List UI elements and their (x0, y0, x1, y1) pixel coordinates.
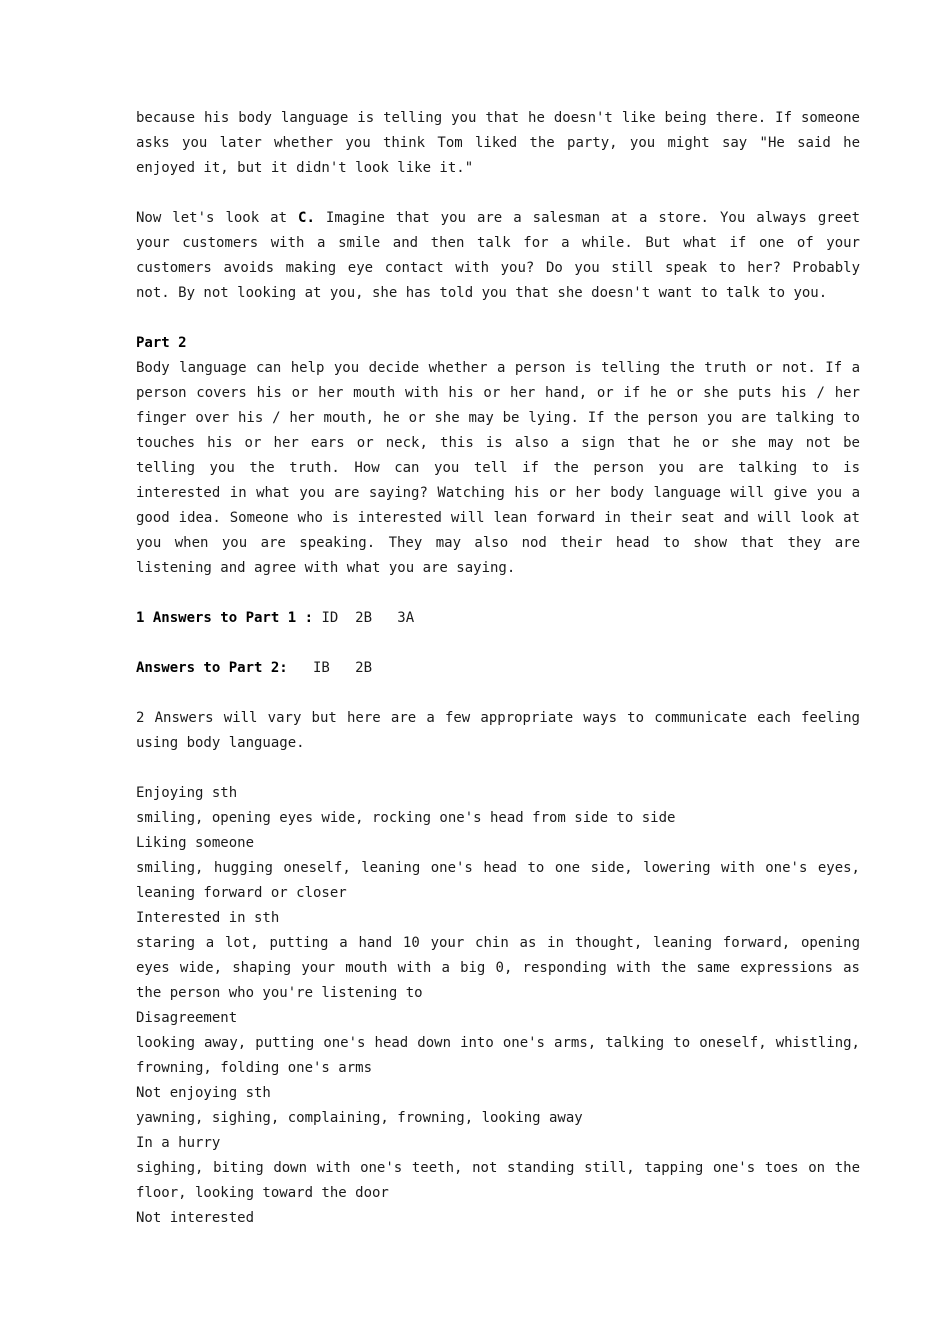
feeling-ways: yawning, sighing, complaining, frowning, looking away (136, 1110, 583, 1126)
feeling-ways: staring a lot, putting a hand 10 your chin as in thought, leaning forward, opening eyes wide, shaping your mouth with a big 0, responding with the same expressions as the person who you're listening to (136, 935, 860, 1001)
intro-question-2: 2 Answers will vary but here are a few appropriate ways to communicate each feeling using body language. (136, 710, 860, 751)
feeling-ways: sighing, biting down with one's teeth, not standing still, tapping one's toes on the floor, looking toward the door (136, 1160, 860, 1201)
spacer (136, 181, 860, 206)
answers-part1-label: 1 Answers to Part 1 : (136, 610, 322, 626)
document-page (136, 106, 860, 1231)
paragraph-part2: Body language can help you decide whether a person is telling the truth or not. If a person covers his or her mouth with his or her hand, or if he or she puts his / her finger over his / her mouth, he or she may be lying. If the person you are talking to touches his or her ears or neck, this is also a sign that he or she may not be telling you the truth. How can you tell if the person you are talking to is interested in what you are saying? Watching his or her body language will give you a good idea. Someone who is interested will lean forward in their seat and will look at you when you are speaking. They may also nod their head to show that they are listening and agree with what you are saying. (136, 360, 860, 576)
option-letter-c: C. (298, 210, 315, 226)
spacer (136, 681, 860, 706)
feelings-list (136, 781, 860, 1231)
paragraph-salesman (136, 206, 860, 306)
feeling-name: Disagreement (136, 1010, 238, 1026)
answers-part2-values: IB 2B (304, 660, 373, 676)
feeling-name: Not interested (136, 1210, 255, 1226)
answers-part1-values: ID 2B 3A (321, 610, 415, 626)
feeling-ways: smiling, hugging oneself, leaning one's head to one side, lowering with one's eyes, leaning forward or closer (136, 860, 860, 901)
feeling-name: Interested in sth (136, 910, 280, 926)
paragraph-salesman-body: Imagine that you are a salesman at a store. You always greet your customers with a smile and then talk for a while. But what if one of your customers avoids making eye contact with you? Do you still speak to her? Probably not. By not looking at you, she has told you that she doesn't want to talk to you. (136, 210, 861, 301)
spacer (136, 306, 860, 331)
spacer (136, 756, 860, 781)
feeling-ways: smiling, opening eyes wide, rocking one's head from side to side (136, 810, 676, 826)
answers-part2 (136, 656, 860, 681)
answers-part2-label: Answers to Part 2: (136, 660, 305, 676)
feeling-name: Enjoying sth (136, 785, 238, 801)
feeling-name: In a hurry (136, 1135, 221, 1151)
feeling-name: Liking someone (136, 835, 255, 851)
paragraph-party: because his body language is telling you that he doesn't like being there. If someone asks you later whether you think Tom liked the party, you might say "He said he enjoyed it, but it didn't look like it." (136, 110, 860, 176)
spacer (136, 581, 860, 606)
part2-heading: Part 2 (136, 335, 187, 351)
paragraph-salesman-lead: Now let's look at (136, 210, 299, 226)
spacer (136, 631, 860, 656)
answers-part1 (136, 606, 860, 631)
feeling-name: Not enjoying sth (136, 1085, 271, 1101)
feeling-ways: looking away, putting one's head down into one's arms, talking to oneself, whistling, frowning, folding one's arms (136, 1035, 860, 1076)
